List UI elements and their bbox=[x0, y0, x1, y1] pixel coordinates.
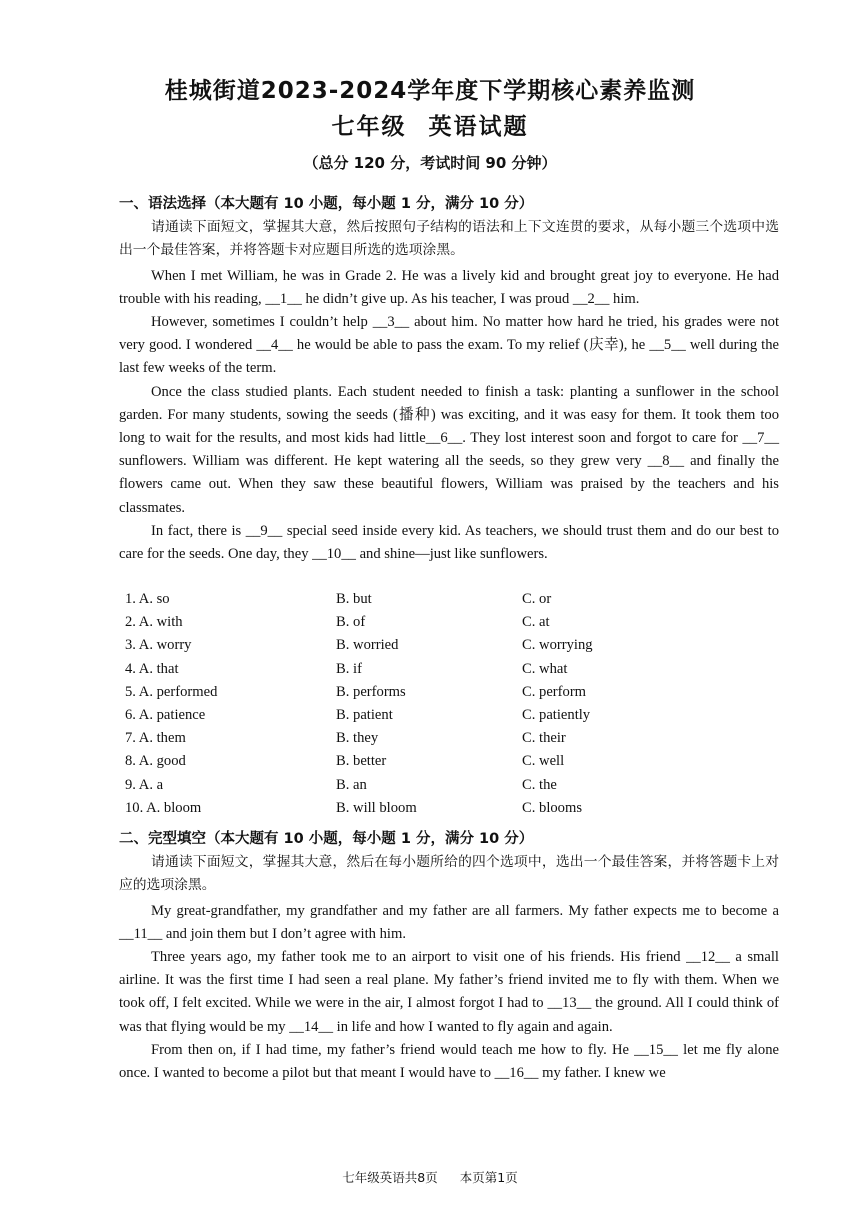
section2-paragraph: From then on, if I had time, my father’s friend would teach me how to fly. He __15__ let me fly alone once. I wanted to become a pilot but that meant I would have to __16__ my father. I knew we bbox=[119, 1041, 779, 1082]
exam-subtitle-line bbox=[0, 108, 860, 141]
option-b: B. worried bbox=[336, 637, 399, 654]
option-b: B. performs bbox=[336, 683, 406, 700]
option-c: C. what bbox=[522, 660, 568, 677]
option-a: 8. A. good bbox=[125, 753, 186, 770]
option-c: C. their bbox=[522, 730, 566, 747]
option-b: B. but bbox=[336, 591, 372, 607]
section1-instruction: 请通读下面短文，掌握其大意，然后按照句子结构的语法和上下文连贯的要求，从每小题三个选项中选出一个最佳答案，并将答题卡对应题目所选的选项涂黑。 bbox=[119, 219, 779, 259]
section2-paragraph: Three years ago, my father took me to an airport to visit one of his friends. His friend __12__ a small airline. It was the first time I had seen a real plane. My father’s friend invited me to fly with them. When we took off, I felt excited. While we were in the air, I almost forgot I had to __13__ the ground. All I could think of was that flying would be my __14__ in life and how I wanted to fly again and again. bbox=[119, 949, 779, 1035]
option-b: B. better bbox=[336, 753, 387, 770]
option-c: C. at bbox=[522, 614, 550, 631]
option-c: C. patiently bbox=[522, 706, 591, 723]
option-a: 3. A. worry bbox=[125, 637, 192, 654]
option-row bbox=[125, 727, 745, 750]
option-b: B. if bbox=[336, 660, 362, 677]
total-pages: 七年级英语共8页 bbox=[342, 1170, 438, 1185]
option-row bbox=[125, 634, 745, 657]
section1-paragraph: In fact, there is __9__ special seed inside every kid. As teachers, we should trust them and do our best to care for the seeds. One day, they __10__ and shine—just like sunflowers. bbox=[119, 522, 779, 563]
option-row bbox=[125, 658, 745, 681]
exam-score-time: （总分 120 分，考试时间 90 分钟） bbox=[303, 154, 557, 172]
section-cloze bbox=[119, 828, 779, 1085]
option-c: C. worrying bbox=[522, 637, 593, 654]
option-c: C. blooms bbox=[522, 799, 583, 816]
subject-label: 英语试题 bbox=[428, 114, 529, 140]
section2-instruction: 请通读下面短文，掌握其大意，然后在每小题所给的四个选项中，选出一个最佳答案，并将答题卡上对应的选项涂黑。 bbox=[119, 854, 779, 894]
option-a: 7. A. them bbox=[125, 730, 186, 747]
option-a: 2. A. with bbox=[125, 614, 183, 631]
option-b: B. patient bbox=[336, 706, 393, 723]
option-b: B. they bbox=[336, 730, 379, 747]
option-b: B. will bloom bbox=[336, 799, 417, 816]
option-a: 5. A. performed bbox=[125, 683, 218, 700]
section2-paragraph: My great-grandfather, my grandfather and my father are all farmers. My father expects me to become a __11__ and join them but I don’t agree with him. bbox=[119, 902, 779, 942]
page-footer bbox=[0, 1168, 860, 1186]
option-c: C. perform bbox=[522, 683, 587, 700]
option-row bbox=[125, 774, 745, 797]
option-b: B. of bbox=[336, 614, 366, 631]
option-a: 6. A. patience bbox=[125, 706, 206, 723]
section-grammar bbox=[119, 193, 779, 566]
exam-title: 桂城街道2023-2024学年度下学期核心素养监测 bbox=[164, 78, 696, 104]
option-a: 10. A. bloom bbox=[125, 799, 202, 816]
option-row bbox=[125, 588, 745, 611]
option-row bbox=[125, 797, 745, 820]
section2-heading: 二、完型填空（本大题有 10 小题，每小题 1 分，满分 10 分） bbox=[119, 831, 534, 847]
option-c: C. well bbox=[522, 753, 565, 770]
section1-options bbox=[125, 588, 745, 820]
grade-label: 七年级 bbox=[331, 114, 407, 140]
option-row bbox=[125, 704, 745, 727]
section1-paragraph: However, sometimes I couldn’t help __3__ about him. No matter how hard he tried, his grades were not very good. I wondered __4__ he would be able to pass the exam. To my relief (庆幸), he __5__ well during the last few weeks of the term. bbox=[119, 314, 779, 377]
section1-paragraph: When I met William, he was in Grade 2. He was a lively kid and brought great joy to everyone. He had trouble with his reading, __1__ he didn’t give up. As his teacher, I was proud __2__ him. bbox=[119, 267, 779, 307]
section1-paragraph: Once the class studied plants. Each student needed to finish a task: planting a sunflower in the school garden. For many students, sowing the seeds (播种) was exciting, and it was easy for them. It took them too long to wait for the results, and most kids had little__6__. They lost interest soon and forgot to care for __7__ sunflowers. William was different. He kept watering all the seeds, so they grew very __8__ and finally the flowers came out. When they saw these beautiful flowers, William was praised by the teachers and his classmates. bbox=[119, 383, 779, 516]
option-row bbox=[125, 611, 745, 634]
option-a: 1. A. so bbox=[125, 591, 170, 607]
option-row bbox=[125, 750, 745, 773]
current-page: 本页第1页 bbox=[459, 1170, 518, 1185]
option-a: 9. A. a bbox=[125, 776, 164, 793]
section1-heading: 一、语法选择（本大题有 10 小题，每小题 1 分，满分 10 分） bbox=[119, 196, 534, 212]
option-c: C. the bbox=[522, 776, 557, 793]
option-row bbox=[125, 681, 745, 704]
option-c: C. or bbox=[522, 591, 552, 607]
option-a: 4. A. that bbox=[125, 660, 179, 677]
option-b: B. an bbox=[336, 776, 367, 793]
